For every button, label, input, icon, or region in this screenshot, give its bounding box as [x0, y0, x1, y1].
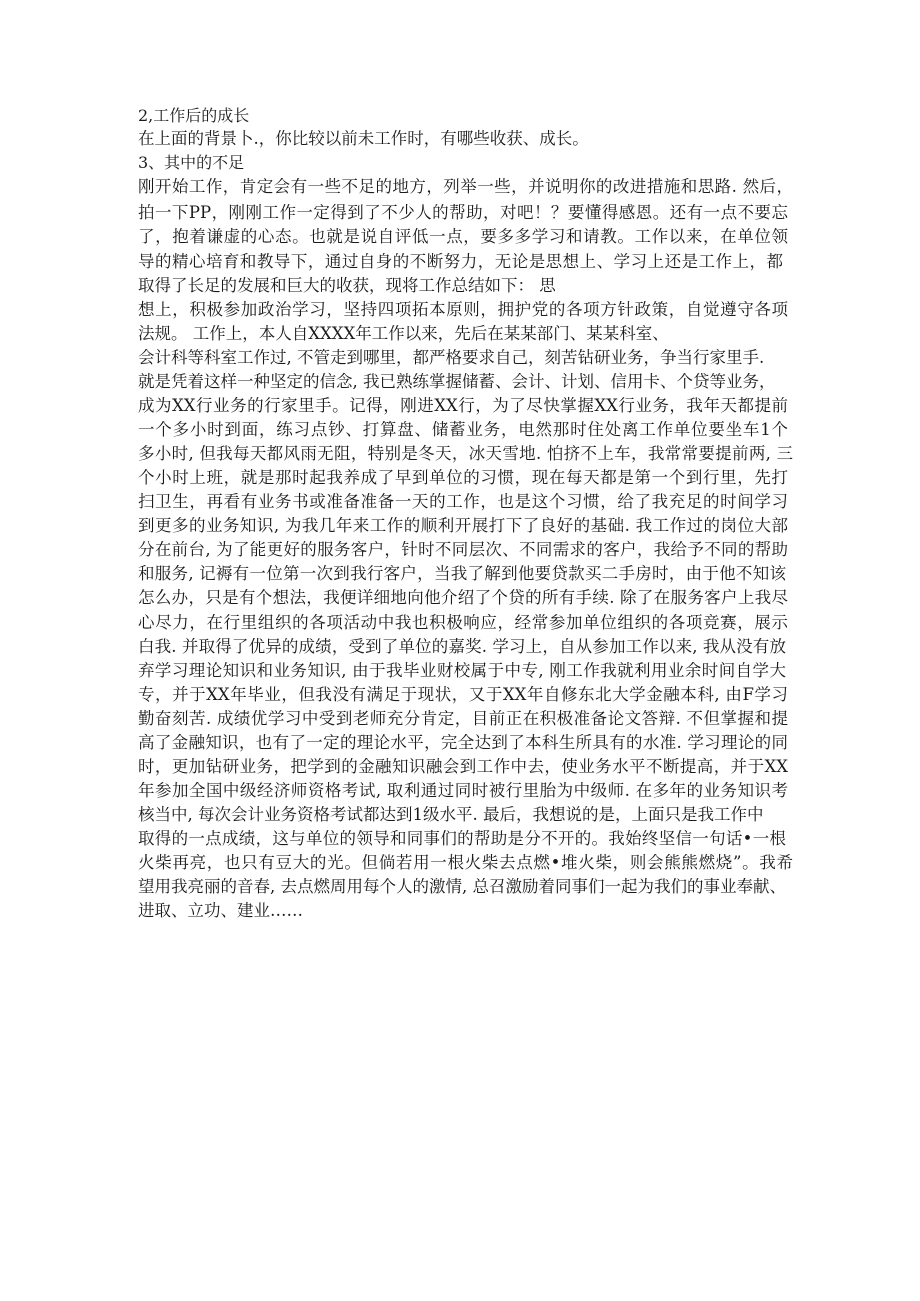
- paragraph-line: 多小时, 但我每天都风雨无阻，特别是冬天，冰天雪地. 怕挤不上车，我常常要提前两, 三: [138, 444, 793, 463]
- paragraph-line: 专，并于XX年毕业，但我没有满足于现状，又于XX年自修东北大学金融本科, 由F学习: [138, 685, 788, 704]
- paragraph-line: 年参加全国中级经济师资格考试, 取利通过同时被行里胎为中级师. 在多年的业务知识考: [138, 781, 788, 800]
- paragraph-line: 分在前台, 为了能更好的服务客户，针时不同层次、不同需求的客户，我给予不同的帮助: [138, 540, 788, 559]
- paragraph-line: 会计科等科室工作过, 不管走到哪里，都严格要求自己，刻苦钻研业务，争当行家里手.: [138, 348, 765, 367]
- paragraph-line: 扫卫生，再看有业务书或准备准备一天的工作，也是这个习惯，给了我充足的时间学习: [138, 492, 788, 511]
- paragraph-line: 法规。 工作上，本人自XXXX年工作以来，先后在某某部门、某某科室、: [138, 324, 669, 343]
- paragraph-line: 取得的一点成绩，这与单位的领导和同事们的帮助是分不开的。我始终坚信一句话•一根: [138, 829, 786, 848]
- paragraph-line: 导的精心培育和教导下，通过自身的不断努力，无论是思想上、学习上还是工作上，都: [138, 252, 783, 271]
- paragraph-line: 成为XX行业务的行家里手。记得，刚进XX行，为了尽快掌握XX行业务，我年天都提前: [138, 396, 788, 415]
- paragraph-line: 拍一下PP，刚刚工作一定得到了不少人的帮助，对吧！？要懂得感恩。还有一点不要忘: [138, 203, 788, 222]
- paragraph-line: 到更多的业务知识, 为我几年来工作的顺利开展打下了良好的基础. 我工作过的岗位大部: [138, 516, 788, 535]
- section-heading: 2,工作后的成长: [138, 106, 250, 125]
- paragraph-line: 弃学习理论知识和业务知识, 由于我毕业财校属于中专, 刚工作我就利用业余时间自学大: [138, 661, 786, 680]
- section-heading: 3、其中的不足: [138, 153, 245, 172]
- paragraph-line: 一个多小时到面，练习点钞、打算盘、储蓄业务，电然那时住处离工作单位要坐车1个: [138, 420, 788, 439]
- paragraph-line: 在上面的背景卜.，你比较以前未工作时，有哪些收获、成长。: [138, 129, 589, 148]
- paragraph-line: 火柴再亮，也只有豆大的光。但倘若用一根火柴去点燃•堆火柴，则会熊熊燃烧”。我希: [138, 853, 793, 872]
- paragraph-line: 了，抱着谦虚的心态。也就是说自评低一点，要多多学习和请教。工作以来，在单位领: [138, 227, 788, 246]
- paragraph-line: 核当中, 每次会计业务资格考试都达到1级水平. 最后，我想说的是，上面只是我工作中: [138, 805, 764, 824]
- paragraph-line: 和服务, 记褥有一位第一次到我行客户，当我了解到他要贷款买二手房时，由于他不知该: [138, 564, 786, 583]
- paragraph-line: 怎么办，只是有个想法，我便详细地向他介绍了个贷的所有手续. 除了在服务客户上我尽: [138, 588, 788, 607]
- paragraph-line: 进取、立功、建业……: [138, 901, 303, 920]
- paragraph-line: 取得了长足的发展和巨大的收获，现将工作总结如下： 思: [138, 276, 556, 295]
- paragraph-line: 白我. 并取得了优异的成绩，受到了单位的嘉奖. 学习上，自从参加工作以来, 我从没有放: [138, 637, 786, 656]
- paragraph-line: 就是凭着这样一种坚定的信念, 我已熟练掌握储蓄、会计、计划、信用卡、个贷等业务，: [138, 372, 776, 391]
- paragraph-line: 想上，积极参加政治学习，坚持四项拓本原则，拥护党的各项方针政策，自觉遵守各项: [138, 300, 788, 319]
- paragraph-line: 刚开始工作，肯定会有一些不足的地方，列举一些，并说明你的改进措施和思路. 然后，: [138, 177, 793, 196]
- paragraph-line: 个小时上班，就是那时起我养成了早到单位的习惯，现在每天都是第一个到行里，先打: [138, 468, 788, 487]
- paragraph-line: 望用我亮丽的音春, 去点燃周用每个人的激情, 总召激励着同事们一起为我们的事业奉献、: [138, 877, 786, 896]
- paragraph-line: 勤奋刻苦. 成绩优学习中受到老师充分肯定，目前正在积极准备论文答辩. 不但掌握和提: [138, 709, 788, 728]
- paragraph-line: 时，更加钻研业务，把学到的金融知识融会到工作中去，使业务水平不断提高，并于XX: [138, 757, 788, 776]
- paragraph-line: 心尽力，在行里组织的各项活动中我也积极响应，经常参加单位组织的各项竞赛，展示: [138, 613, 788, 632]
- paragraph-line: 高了金融知识，也有了一定的理论水平，完全达到了本科生所具有的水准. 学习理论的同: [138, 733, 788, 752]
